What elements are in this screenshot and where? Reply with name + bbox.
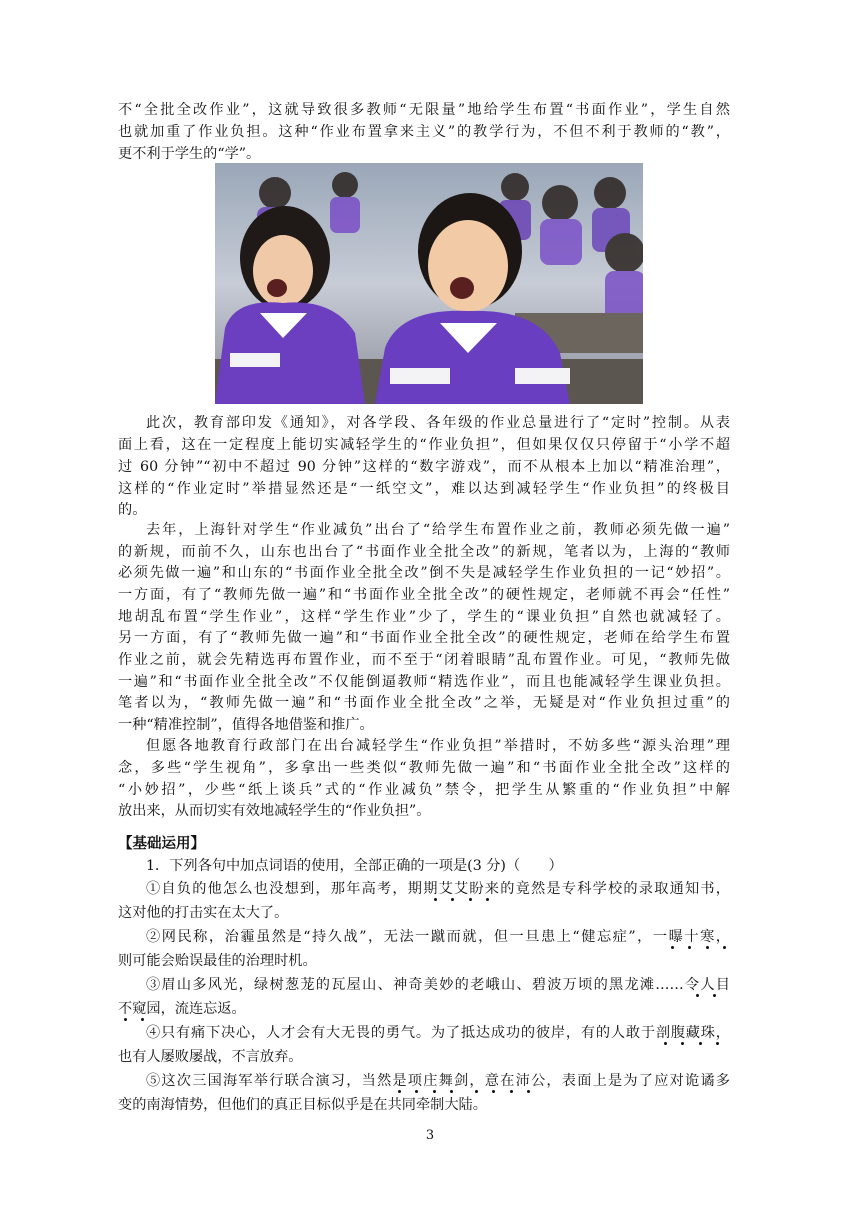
text-line: 地胡乱布置“学生作业”，这样“学生作业”少了，学生的“课业负担”自然也就减轻了。 xyxy=(118,609,730,625)
option-line: 不窥园，流连忘返。 xyxy=(118,1001,246,1017)
text-line: 这样的“作业定时”举措显然还是“一纸空文”，难以达到减轻学生“作业负担”的终极目 xyxy=(118,481,730,497)
classroom-photo xyxy=(215,163,643,404)
emphasis-dots xyxy=(428,898,498,902)
text-line: 此次，教育部印发《通知》，对各学段、各年级的作业总量进行了“定时”控制。从表 xyxy=(146,415,730,431)
text-line: 的。 xyxy=(118,502,147,518)
option-line: 也有人屡败屡战，不言放弃。 xyxy=(118,1049,303,1065)
option-line: ③眉山多风光，绿树葱茏的瓦屋山、神奇美妙的老峨山、碧波万顷的黑龙滩……令人目 xyxy=(146,977,730,993)
option-line: ①自负的他怎么也没想到，那年高考，期期艾艾盼来的竟然是专科学校的录取通知书， xyxy=(146,881,730,897)
question-stem: 1．下列各句中加点词语的使用，全部正确的一项是(3 分)（ ） xyxy=(146,858,563,874)
option-line: 则可能会贻误最佳的治理时机。 xyxy=(118,953,317,969)
section-heading: 【基础运用】 xyxy=(118,835,205,852)
text-line: 放出来，从而切实有效地减轻学生的“作业负担”。 xyxy=(118,803,431,819)
page-number: 3 xyxy=(425,1128,435,1143)
option-line: ②网民称，治霾虽然是“持久战”，无法一蹴而就，但一旦患上“健忘症”，一曝十寒， xyxy=(146,929,730,945)
emphasis-dots xyxy=(665,946,735,950)
text-line: 念，多些“学生视角”，多拿出一些类似“教师先做一遍”和“书面作业全批全改”这样的 xyxy=(118,760,730,776)
text-line: 过 60 分钟”“初中不超过 90 分钟”这样的“数字游戏”，而不从根本上加以“精准治理”， xyxy=(118,459,730,475)
text-line: 笔者以为，“教师先做一遍”和“书面作业全批全改”之举，无疑是对“作业负担过重”的 xyxy=(118,695,730,711)
text-line: 一方面，有了“教师先做一遍”和“书面作业全批全改”的硬性规定，老师就不再会“任性” xyxy=(118,587,730,603)
emphasis-dots xyxy=(658,1042,728,1046)
text-line: 但愿各地教育行政部门在出台减轻学生“作业负担”举措时，不妨多些“源头治理”理 xyxy=(146,738,730,754)
text-line: “小妙招”，少些“纸上谈兵”式的“作业减负”禁令，把学生从繁重的“作业负担”中解 xyxy=(118,782,730,798)
emphasis-dots xyxy=(392,1090,532,1094)
text-line: 另一方面，有了“教师先做一遍”和“书面作业全批全改”的硬性规定，老师在给学生布置 xyxy=(118,630,730,646)
text-line: 面上看，这在一定程度上能切实减轻学生的“作业负担”，但如果仅仅只停留于“小学不超 xyxy=(118,437,730,453)
text-line: 去年，上海针对学生“作业减负”出台了“给学生布置作业之前，教师必须先做一遍” xyxy=(146,522,730,538)
text-line: 也就加重了作业负担。这种“作业布置拿来主义”的教学行为，不但不利于教师的“教”， xyxy=(118,124,730,140)
text-line: 必须先做一遍”和山东的“书面作业全批全改”倒不失是减轻学生作业负担的一记“妙招”。 xyxy=(118,565,730,581)
text-line: 一种“精准控制”，值得各地借鉴和推广。 xyxy=(118,717,374,733)
option-line: ④只有痛下决心，人才会有大无畏的勇气。为了抵达成功的彼岸，有的人敢于剖腹藏珠， xyxy=(146,1025,730,1041)
text-line: 不“全批全改作业”，这就导致很多教师“无限量”地给学生布置“书面作业”，学生自然 xyxy=(118,102,730,118)
text-line: 作业之前，就会先精选再布置作业，而不至于“闭着眼睛”乱布置作业。可见，“教师先做 xyxy=(118,652,730,668)
emphasis-dots xyxy=(118,1018,158,1022)
option-line: ⑤这次三国海军举行联合演习，当然是项庄舞剑，意在沛公，表面上是为了应对诡谲多 xyxy=(146,1073,730,1089)
emphasis-dots xyxy=(690,994,730,998)
text-line: 的新规，而前不久，山东也出台了“书面作业全批全改”的新规，笔者以为，上海的“教师 xyxy=(118,544,730,560)
option-line: 变的南海情势，但他们的真正目标似乎是在共同牵制大陆。 xyxy=(118,1097,487,1113)
option-line: 这对他的打击实在太大了。 xyxy=(118,905,289,921)
text-line: 一遍”和“书面作业全批全改”不仅能倒逼教师“精选作业”，而且也能减轻学生课业负担。 xyxy=(118,674,730,690)
text-line: 更不利于学生的“学”。 xyxy=(118,146,261,162)
